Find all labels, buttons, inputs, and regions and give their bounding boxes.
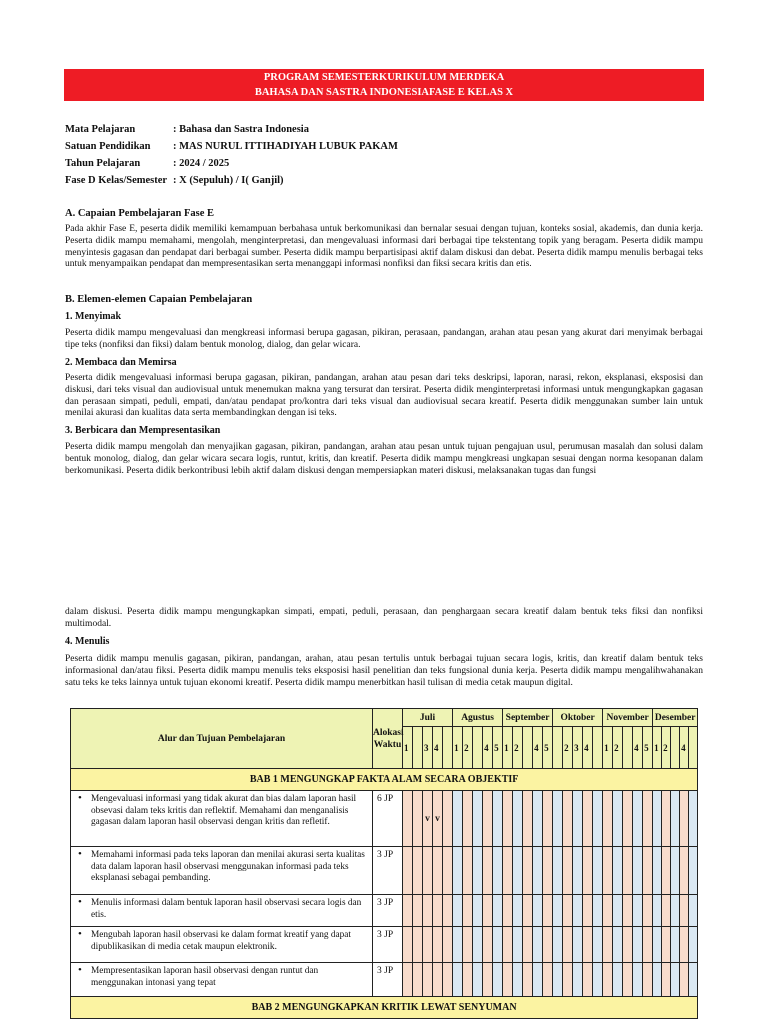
week-cell xyxy=(633,895,643,927)
week-cell xyxy=(423,895,433,927)
table-row xyxy=(71,791,698,847)
week-cell xyxy=(533,963,543,997)
week-cell xyxy=(483,963,493,997)
meta-row-school xyxy=(65,141,398,158)
week-cell xyxy=(493,963,503,997)
week-cell xyxy=(513,963,523,997)
meta-key: Tahun Pelajaran xyxy=(65,158,141,169)
week-cell xyxy=(603,847,613,895)
week-cell xyxy=(523,791,533,847)
week-number xyxy=(671,727,680,769)
week-cell xyxy=(593,963,603,997)
week-cell xyxy=(563,847,573,895)
week-cell xyxy=(523,847,533,895)
week-cell xyxy=(563,927,573,963)
week-cell xyxy=(603,927,613,963)
week-cell xyxy=(613,895,623,927)
week-cell xyxy=(423,963,433,997)
week-number: 1 xyxy=(403,727,413,769)
week-cell xyxy=(653,895,662,927)
week-cell xyxy=(403,927,413,963)
week-cell xyxy=(413,791,423,847)
week-cell xyxy=(503,895,513,927)
learning-goal: • Memahami informasi pada teks laporan dan menilai akurasi serta kualitas data dalam laporan hasil observasi menggunakan informasi pada teks eksplanasi sebagai pembanding. xyxy=(71,847,373,895)
week-number xyxy=(593,727,603,769)
week-cell xyxy=(493,927,503,963)
week-cell xyxy=(662,927,671,963)
week-cell xyxy=(503,927,513,963)
week-cell xyxy=(543,963,553,997)
week-number: 4 xyxy=(583,727,593,769)
week-cell xyxy=(523,895,533,927)
week-cell xyxy=(689,963,698,997)
week-number: 1 xyxy=(503,727,513,769)
week-cell xyxy=(671,895,680,927)
week-cell xyxy=(483,791,493,847)
week-cell xyxy=(433,927,443,963)
title-line-1: PROGRAM SEMESTERKURIKULUM MERDEKA xyxy=(263,72,505,83)
week-cell xyxy=(463,963,473,997)
time-allocation: 3 JP xyxy=(373,963,403,997)
week-cell xyxy=(413,895,423,927)
week-cell xyxy=(623,963,633,997)
week-number xyxy=(473,727,483,769)
goal-rows xyxy=(71,791,698,997)
week-cell xyxy=(523,963,533,997)
week-cell xyxy=(493,847,503,895)
title-line-2: BAHASA DAN SASTRA INDONESIAFASE E KELAS X xyxy=(254,87,514,98)
week-cell xyxy=(653,963,662,997)
week-cell xyxy=(443,791,453,847)
section-a-text: Pada akhir Fase E, peserta didik memiliki kemampuan berbahasa untuk berkomunikasi dan bernalar sesuai dengan tujuan, konteks sosial, akademis, dan dunia kerja. Peserta didik mampu memahami, mengolah, menginterpretasi, dan mengevaluasi informasi dari berbagai tipe tekstentang topik yang beragam. Peserta didik mampu menyintesis gagasan dan pendapat dari berbagai sumber. Peserta didik mampu berpartisipasi aktif dalam diskusi dan debat. Peserta didik mampu menulis berbagai teks untuk menyampaikan pendapat dan mempresentasikan serta menanggapi informasi nonfiksi dan fiksi secara kritis dan etis. xyxy=(65,224,703,270)
month-header: November xyxy=(603,709,653,727)
week-cell xyxy=(671,847,680,895)
week-cell xyxy=(413,847,423,895)
learning-goal: • Mempresentasikan laporan hasil observasi dengan runtut dan menggunakan intonasi yang tepat xyxy=(71,963,373,997)
table-row xyxy=(71,927,698,963)
week-cell xyxy=(680,791,689,847)
week-cell xyxy=(583,847,593,895)
section-a-heading: A. Capaian Pembelajaran Fase E xyxy=(65,208,215,219)
week-cell xyxy=(573,895,583,927)
text-berbicara-part-2: dalam diskusi. Peserta didik mampu mengungkapkan simpati, empati, peduli, perasaan, dan penghargaan secara kreatif dalam bentuk teks fiksi dan nonfiksi multimodal. xyxy=(65,607,703,629)
subheading-berbicara: 3. Berbicara dan Mempresentasikan xyxy=(65,425,221,436)
week-cell xyxy=(523,927,533,963)
week-cell xyxy=(613,927,623,963)
table-row xyxy=(71,847,698,895)
week-cell xyxy=(453,895,463,927)
week-cell xyxy=(583,895,593,927)
week-cell xyxy=(633,791,643,847)
week-number: 2 xyxy=(662,727,671,769)
alloc-column-header: Alokasi Waktu xyxy=(373,709,403,769)
meta-value: : 2024 / 2025 xyxy=(173,158,230,169)
week-number: 2 xyxy=(563,727,573,769)
week-number xyxy=(523,727,533,769)
week-cell xyxy=(653,847,662,895)
week-number xyxy=(623,727,633,769)
month-header: September xyxy=(503,709,553,727)
week-cell xyxy=(473,963,483,997)
week-cell xyxy=(593,927,603,963)
week-cell xyxy=(423,927,433,963)
time-allocation: 3 JP xyxy=(373,927,403,963)
chapter-title: BAB 2 MENGUNGKAPKAN KRITIK LEWAT SENYUMAN xyxy=(71,997,698,1019)
week-cell xyxy=(453,927,463,963)
week-cell xyxy=(573,847,583,895)
week-cell xyxy=(533,927,543,963)
week-cell xyxy=(583,927,593,963)
week-number: 2 xyxy=(613,727,623,769)
week-cell xyxy=(543,895,553,927)
week-cell xyxy=(483,927,493,963)
week-number: 4 xyxy=(433,727,443,769)
week-cell xyxy=(513,791,523,847)
week-cell xyxy=(473,791,483,847)
week-cell xyxy=(493,791,503,847)
week-number: 4 xyxy=(633,727,643,769)
week-cell xyxy=(463,791,473,847)
week-cell xyxy=(583,963,593,997)
month-header: Agustus xyxy=(453,709,503,727)
week-cell xyxy=(613,963,623,997)
text-menulis: Peserta didik mampu menulis gagasan, pikiran, pandangan, arahan, atau pesan tertulis untuk berbagai tujuan secara logis, kritis, dan kreatif dalam bentuk teks informasional dan/atau fiksi. Peserta didik mampu menulis teks eksposisi hasil penelitian dan teks fungsional dunia kerja. Peserta didik mampu mengalihwahanakan satu teks ke teks lainnya untuk tujuan ekonomi kreatif. Peserta didik mampu menerbitkan hasil tulisan di media cetak maupun digital. xyxy=(65,654,703,688)
week-number xyxy=(553,727,563,769)
week-cell xyxy=(583,791,593,847)
week-cell xyxy=(463,927,473,963)
week-cell xyxy=(553,791,563,847)
month-header: Desember xyxy=(653,709,698,727)
week-cell xyxy=(553,895,563,927)
week-cell xyxy=(513,847,523,895)
week-cell xyxy=(553,927,563,963)
week-cell xyxy=(443,927,453,963)
week-cell xyxy=(653,927,662,963)
week-cell xyxy=(403,791,413,847)
week-cell xyxy=(403,847,413,895)
week-cell xyxy=(633,927,643,963)
week-cell xyxy=(433,963,443,997)
week-cell xyxy=(503,791,513,847)
week-cell xyxy=(689,847,698,895)
learning-goal: • Mengevaluasi informasi yang tidak akurat dan bias dalam laporan hasil obsevasi dalam teks kritis dan reflektif. Memahami dan menganalisis gagasan dalam laporan hasil observasi dengan kritis dan refletif. xyxy=(71,791,373,847)
week-cell xyxy=(493,895,503,927)
week-cell xyxy=(563,963,573,997)
week-number: 5 xyxy=(493,727,503,769)
week-cell xyxy=(653,791,662,847)
week-number xyxy=(689,727,698,769)
schedule-mark: v xyxy=(423,791,433,847)
week-cell xyxy=(403,895,413,927)
meta-key: Fase D Kelas/Semester xyxy=(65,175,168,186)
week-cell xyxy=(680,895,689,927)
week-cell xyxy=(623,847,633,895)
subheading-membaca: 2. Membaca dan Memirsa xyxy=(65,357,177,368)
week-cell xyxy=(613,791,623,847)
week-number xyxy=(413,727,423,769)
week-cell xyxy=(643,895,653,927)
week-cell xyxy=(573,963,583,997)
week-number: 5 xyxy=(643,727,653,769)
week-cell xyxy=(671,927,680,963)
week-cell xyxy=(503,963,513,997)
week-cell xyxy=(623,927,633,963)
week-cell xyxy=(623,895,633,927)
week-cell xyxy=(443,895,453,927)
week-number: 1 xyxy=(603,727,613,769)
week-cell xyxy=(623,791,633,847)
week-number: 5 xyxy=(543,727,553,769)
week-cell xyxy=(680,963,689,997)
week-cell xyxy=(643,847,653,895)
week-cell xyxy=(453,847,463,895)
month-header: Juli xyxy=(403,709,453,727)
week-cell xyxy=(543,847,553,895)
week-number: 3 xyxy=(423,727,433,769)
week-number: 1 xyxy=(653,727,662,769)
week-cell xyxy=(503,847,513,895)
week-cell xyxy=(533,895,543,927)
subheading-menyimak: 1. Menyimak xyxy=(65,311,122,322)
week-cell xyxy=(553,963,563,997)
week-number: 1 xyxy=(453,727,463,769)
week-number: 4 xyxy=(680,727,689,769)
chapter-title: BAB 1 MENGUNGKAP FAKTA ALAM SECARA OBJEKTIF xyxy=(71,769,698,791)
chapter-row xyxy=(71,769,698,791)
week-cell xyxy=(689,895,698,927)
week-cell xyxy=(443,963,453,997)
week-cell xyxy=(473,847,483,895)
week-cell xyxy=(563,791,573,847)
meta-value: : MAS NURUL ITTIHADIYAH LUBUK PAKAM xyxy=(173,141,398,152)
week-cell xyxy=(671,963,680,997)
week-cell xyxy=(662,895,671,927)
week-number: 3 xyxy=(573,727,583,769)
week-cell xyxy=(680,847,689,895)
table-row xyxy=(71,895,698,927)
meta-value: : X (Sepuluh) / I( Ganjil) xyxy=(173,175,284,186)
week-number: 4 xyxy=(483,727,493,769)
week-cell xyxy=(513,927,523,963)
month-header-row xyxy=(71,709,698,727)
month-header: Oktober xyxy=(553,709,603,727)
section-b-heading: B. Elemen-elemen Capaian Pembelajaran xyxy=(65,294,253,305)
text-berbicara-part-1: Peserta didik mampu mengolah dan menyajikan gagasan, pikiran, pandangan, arahan atau pesan untuk tujuan pengajuan usul, perumusan masalah dan solusi dalam bentuk monolog, dialog, dan gelar wicara secara logis, runtut, kritis, dan kreatif. Peserta didik mampu mengkreasi ungkapan sesuai dengan norma kesopanan dalam berkomunikasi. Peserta didik berkontribusi lebih aktif dalam diskusi dengan mempersiapkan materi diskusi, melaksanakan tugas dan fungsi xyxy=(65,442,703,476)
week-cell xyxy=(680,927,689,963)
week-cell xyxy=(593,895,603,927)
week-cell xyxy=(433,895,443,927)
meta-row-subject xyxy=(65,124,398,141)
week-cell xyxy=(633,847,643,895)
week-number: 2 xyxy=(513,727,523,769)
semester-schedule-table xyxy=(70,708,698,1019)
week-cell xyxy=(533,847,543,895)
week-cell xyxy=(413,927,423,963)
week-cell xyxy=(403,963,413,997)
week-cell xyxy=(603,895,613,927)
title-banner xyxy=(64,69,704,101)
week-cell xyxy=(483,895,493,927)
week-cell xyxy=(593,791,603,847)
week-cell xyxy=(453,791,463,847)
text-menyimak: Peserta didik mampu mengevaluasi dan mengkreasi informasi berupa gagasan, pikiran, perasaan, pandangan, arahan atau pesan yang akurat dari menyimak berbagai tipe teks (nonfiksi dan fiksi) dalam bentuk monolog, dialog, dan gelar wicara. xyxy=(65,328,703,350)
text-membaca: Peserta didik mengevaluasi informasi berupa gagasan, pikiran, pandangan, arahan atau pesan dari teks deskripsi, laporan, narasi, rekon, eksplanasi, eksposisi dan diskusi, dari teks visual dan audiovisual untuk menemukan makna yang tersurat dan tersirat. Peserta didik menginterpretasi informasi untuk mengungkapkan gagasan dan perasaan simpati, peduli, empati, dan/atau pendapat pro/kontra dari teks visual dan audiovisual secara kreatif. Peserta didik menggunakan sumber lain untuk menilai akurasi dan kualitas data serta membandingkan dengan isi teks. xyxy=(65,373,703,419)
week-number: 4 xyxy=(533,727,543,769)
meta-row-year xyxy=(65,158,398,175)
time-allocation: 3 JP xyxy=(373,847,403,895)
week-cell xyxy=(643,927,653,963)
time-allocation: 3 JP xyxy=(373,895,403,927)
week-cell xyxy=(662,963,671,997)
week-cell xyxy=(543,791,553,847)
week-cell xyxy=(643,963,653,997)
week-cell xyxy=(603,963,613,997)
week-cell xyxy=(463,847,473,895)
week-cell xyxy=(689,791,698,847)
week-cell xyxy=(553,847,563,895)
week-cell xyxy=(473,927,483,963)
week-cell xyxy=(483,847,493,895)
week-cell xyxy=(413,963,423,997)
week-cell xyxy=(573,927,583,963)
time-allocation: 6 JP xyxy=(373,791,403,847)
week-cell xyxy=(671,791,680,847)
week-cell xyxy=(533,791,543,847)
meta-row-class xyxy=(65,175,398,192)
week-cell xyxy=(613,847,623,895)
meta-key: Satuan Pendidikan xyxy=(65,141,151,152)
week-cell xyxy=(689,927,698,963)
goal-column-header: Alur dan Tujuan Pembelajaran xyxy=(71,709,373,769)
week-cell xyxy=(433,847,443,895)
week-cell xyxy=(563,895,573,927)
week-cell xyxy=(603,791,613,847)
week-cell xyxy=(662,847,671,895)
week-cell xyxy=(473,895,483,927)
week-cell xyxy=(662,791,671,847)
week-cell xyxy=(593,847,603,895)
week-cell xyxy=(443,847,453,895)
week-cell xyxy=(543,927,553,963)
week-cell xyxy=(633,963,643,997)
week-cell xyxy=(573,791,583,847)
week-cell xyxy=(423,847,433,895)
schedule-mark: v xyxy=(433,791,443,847)
week-number xyxy=(443,727,453,769)
learning-goal: • Mengubah laporan hasil observasi ke dalam format kreatif yang dapat dipublikasikan di media cetak maupun elektronik. xyxy=(71,927,373,963)
subheading-menulis: 4. Menulis xyxy=(65,636,110,647)
week-cell xyxy=(463,895,473,927)
document-metadata xyxy=(65,124,398,192)
week-cell xyxy=(453,963,463,997)
learning-goal: • Menulis informasi dalam bentuk laporan hasil observasi secara logis dan etis. xyxy=(71,895,373,927)
meta-value: : Bahasa dan Sastra Indonesia xyxy=(173,124,309,135)
week-cell xyxy=(643,791,653,847)
table-row xyxy=(71,963,698,997)
chapter-row xyxy=(71,997,698,1019)
week-cell xyxy=(513,895,523,927)
meta-key: Mata Pelajaran xyxy=(65,124,136,135)
week-number: 2 xyxy=(463,727,473,769)
